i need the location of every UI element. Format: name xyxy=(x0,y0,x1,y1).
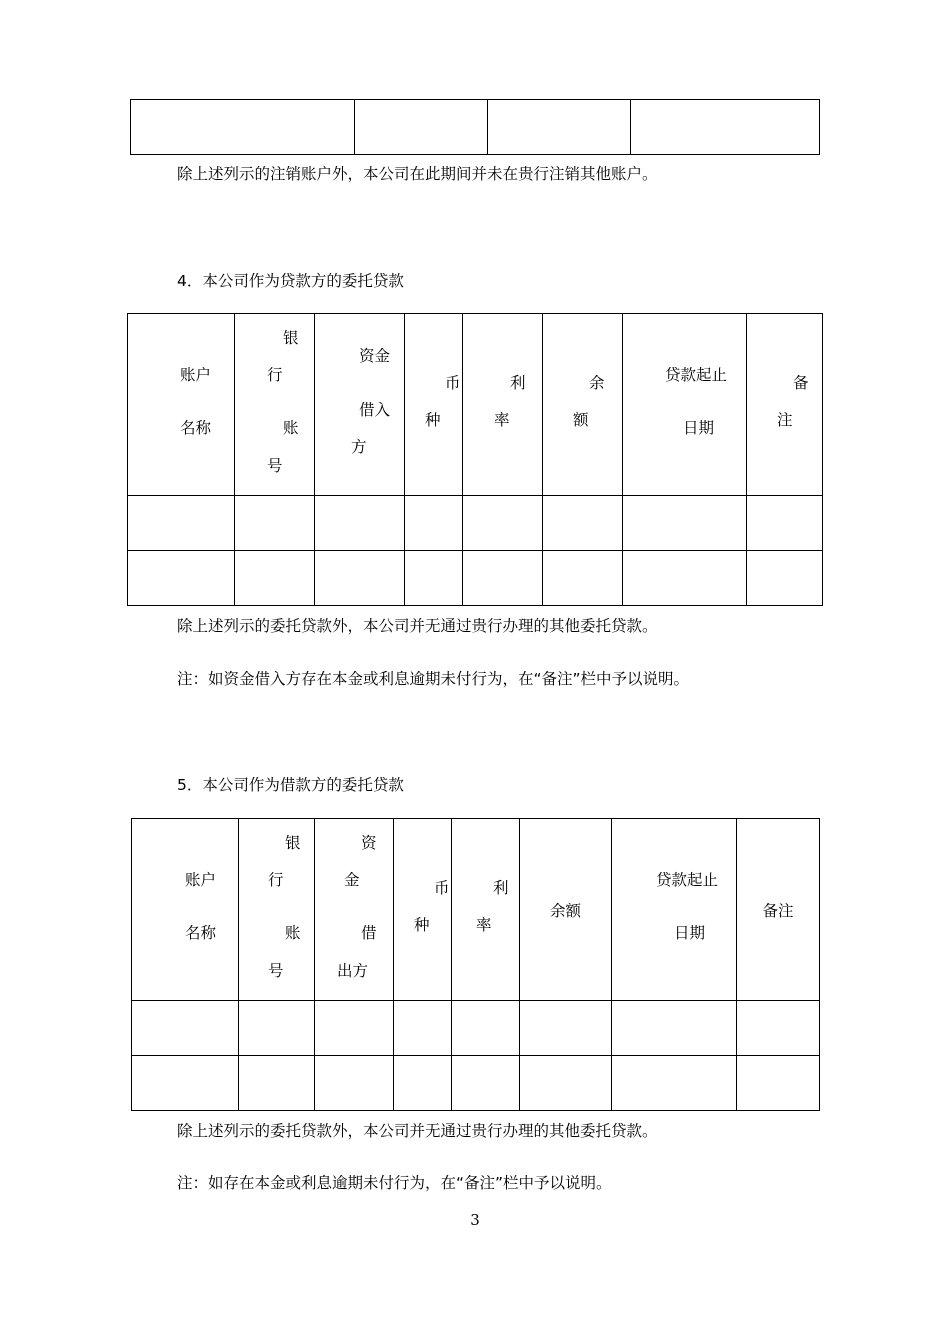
table-cell xyxy=(747,496,823,551)
table-cell xyxy=(405,551,463,606)
table-cell xyxy=(543,496,623,551)
section4-remark-note: 注：如资金借入方存在本金或利息逾期未付行为，在“备注”栏中予以说明。 xyxy=(177,670,690,688)
header-text: 额 xyxy=(573,411,589,429)
table-row xyxy=(128,496,823,551)
header-text: 银 xyxy=(283,329,299,347)
header-text: 名称 xyxy=(180,419,212,437)
header-text: 率 xyxy=(476,916,492,934)
header-lender xyxy=(315,819,394,1001)
header-text: 种 xyxy=(414,916,430,934)
table-cell xyxy=(132,1001,239,1056)
header-text: 名称 xyxy=(185,924,217,942)
section5-note: 除上述列示的委托贷款外，本公司并无通过贵行办理的其他委托贷款。 xyxy=(177,1122,658,1140)
table-cell xyxy=(612,1001,737,1056)
table-cell xyxy=(405,496,463,551)
header-remark xyxy=(747,314,823,496)
section5-remark-note: 注：如存在本金或利息逾期未付行为，在“备注”栏中予以说明。 xyxy=(177,1174,612,1192)
table-cell xyxy=(355,100,488,155)
table-cell xyxy=(737,1001,820,1056)
table-cell xyxy=(128,551,235,606)
header-rate xyxy=(463,314,543,496)
header-text: 余额 xyxy=(549,901,581,920)
header-text: 利 xyxy=(510,374,526,392)
table-cell xyxy=(239,1056,315,1111)
table-row xyxy=(131,100,820,155)
table-cell xyxy=(463,496,543,551)
table-cell xyxy=(488,100,631,155)
table-cell xyxy=(394,1056,452,1111)
section4-title: 4．本公司作为贷款方的委托贷款 xyxy=(177,272,404,290)
table-cell xyxy=(235,551,315,606)
header-text: 率 xyxy=(494,411,510,429)
header-text: 账户 xyxy=(180,366,212,384)
table-cell xyxy=(452,1001,520,1056)
section5-table xyxy=(131,818,820,1111)
page-number: 3 xyxy=(470,1211,480,1229)
header-text: 注 xyxy=(777,411,793,429)
table-row xyxy=(128,551,823,606)
table-cell xyxy=(623,551,747,606)
table-cell xyxy=(463,551,543,606)
header-text: 资 xyxy=(361,834,377,852)
table-cell xyxy=(132,1056,239,1111)
header-text: 备注 xyxy=(762,901,794,920)
header-period xyxy=(612,819,737,1001)
section4-table xyxy=(127,313,823,606)
header-text: 账 xyxy=(283,419,299,437)
header-balance xyxy=(520,819,612,1001)
table-cell xyxy=(612,1056,737,1111)
header-currency xyxy=(405,314,463,496)
header-borrower xyxy=(315,314,405,496)
table-cell xyxy=(315,1001,394,1056)
table-cell xyxy=(623,496,747,551)
section4-note: 除上述列示的委托贷款外，本公司并无通过贵行办理的其他委托贷款。 xyxy=(177,617,658,635)
table-header-row xyxy=(128,314,823,496)
header-account-name xyxy=(128,314,235,496)
table-cell xyxy=(315,496,405,551)
header-text: 行 xyxy=(268,871,284,889)
table-cell xyxy=(235,496,315,551)
header-text: 余 xyxy=(589,374,605,392)
table-cell xyxy=(520,1001,612,1056)
header-text: 出方 xyxy=(337,962,369,980)
table-cell xyxy=(239,1001,315,1056)
table-row xyxy=(132,1001,820,1056)
table-cell xyxy=(315,1056,394,1111)
closed-accounts-table xyxy=(130,99,820,155)
table-cell xyxy=(631,100,820,155)
table-cell xyxy=(315,551,405,606)
header-text: 金 xyxy=(344,871,360,889)
header-text: 币 xyxy=(445,374,461,392)
header-text: 号 xyxy=(267,457,283,475)
header-text: 号 xyxy=(268,962,284,980)
header-text: 借入 xyxy=(359,401,391,419)
header-text: 贷款起止 xyxy=(656,871,719,889)
table-cell xyxy=(543,551,623,606)
header-text: 币 xyxy=(434,879,450,897)
header-text: 借 xyxy=(361,924,377,942)
table-cell xyxy=(520,1056,612,1111)
table-row xyxy=(132,1056,820,1111)
table-cell xyxy=(747,551,823,606)
header-text: 账户 xyxy=(185,871,217,889)
header-account-name xyxy=(132,819,239,1001)
table-cell xyxy=(394,1001,452,1056)
table-cell xyxy=(128,496,235,551)
header-text: 日期 xyxy=(683,419,715,437)
header-currency xyxy=(394,819,452,1001)
section5-title: 5．本公司作为借款方的委托贷款 xyxy=(177,776,404,794)
header-balance xyxy=(543,314,623,496)
header-text: 行 xyxy=(267,366,283,384)
header-remark xyxy=(737,819,820,1001)
header-period xyxy=(623,314,747,496)
table-header-row xyxy=(132,819,820,1001)
header-text: 日期 xyxy=(674,924,706,942)
table-cell xyxy=(131,100,355,155)
header-text: 银 xyxy=(285,834,301,852)
header-rate xyxy=(452,819,520,1001)
header-bank-account xyxy=(239,819,315,1001)
header-text: 贷款起止 xyxy=(665,366,728,384)
header-bank-account xyxy=(235,314,315,496)
header-text: 资金 xyxy=(359,347,391,365)
header-text: 方 xyxy=(351,438,367,456)
header-text: 备 xyxy=(793,374,809,392)
header-text: 账 xyxy=(285,924,301,942)
table-cell xyxy=(737,1056,820,1111)
header-text: 种 xyxy=(425,411,441,429)
closed-accounts-note: 除上述列示的注销账户外，本公司在此期间并未在贵行注销其他账户。 xyxy=(177,165,658,183)
table-cell xyxy=(452,1056,520,1111)
header-text: 利 xyxy=(493,879,509,897)
